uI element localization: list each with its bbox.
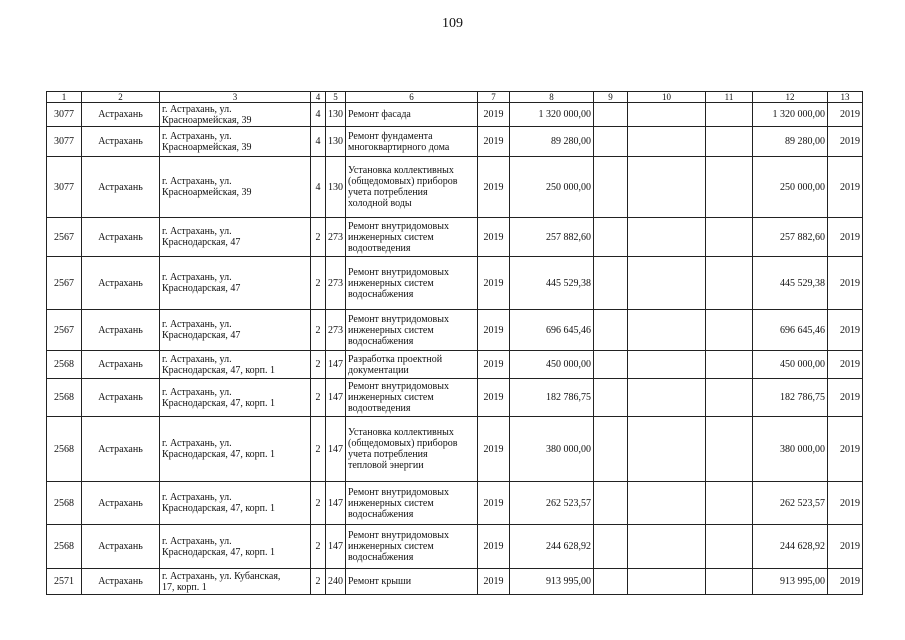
city-cell: Астрахань <box>82 351 160 379</box>
address-line: г. Астрахань, ул. <box>162 226 232 237</box>
work-type-line: учета потребления <box>348 187 428 198</box>
header-cell: 8 <box>510 92 594 103</box>
year-cell: 2019 <box>478 310 510 351</box>
work-type-line: Установка коллективных <box>348 427 454 438</box>
address-line: г. Астрахань, ул. <box>162 130 232 142</box>
col-9-cell <box>594 310 628 351</box>
total-cell: 250 000,00 <box>753 157 828 218</box>
sum-cell: 696 645,46 <box>510 310 594 351</box>
col-5-cell: 273 <box>326 257 346 310</box>
year-cell: 2019 <box>478 218 510 257</box>
object-id-cell: 3077 <box>47 127 82 157</box>
object-id-cell: 2568 <box>47 379 82 417</box>
col-10-cell <box>628 417 706 482</box>
header-cell: 4 <box>311 92 326 103</box>
work-type-line: холодной воды <box>348 198 412 209</box>
city-cell: Астрахань <box>82 482 160 525</box>
year-end-cell: 2019 <box>828 525 863 569</box>
total-cell: 262 523,57 <box>753 482 828 525</box>
total-cell: 380 000,00 <box>753 417 828 482</box>
object-id-cell: 2567 <box>47 257 82 310</box>
object-id-cell: 2568 <box>47 351 82 379</box>
year-cell: 2019 <box>478 482 510 525</box>
work-type-line: водоснабжения <box>348 335 414 347</box>
work-type-cell <box>346 482 478 525</box>
work-type-line: инженерных систем <box>348 497 434 509</box>
col-11-cell <box>706 569 753 595</box>
header-cell: 1 <box>47 92 82 103</box>
col-10-cell <box>628 103 706 127</box>
col-10-cell <box>628 157 706 218</box>
total-cell: 257 882,60 <box>753 218 828 257</box>
sum-cell: 262 523,57 <box>510 482 594 525</box>
col-5-cell: 130 <box>326 157 346 218</box>
work-type-line: инженерных систем <box>348 541 434 552</box>
address-line: Краснодарская, 47 <box>162 330 241 341</box>
col-5-cell: 147 <box>326 525 346 569</box>
table-row <box>47 379 863 417</box>
header-cell: 12 <box>753 92 828 103</box>
city-cell: Астрахань <box>82 103 160 127</box>
address-line: г. Астрахань, ул. <box>162 438 232 449</box>
address-line: Краснодарская, 47 <box>162 283 241 294</box>
work-type-line: инженерных систем <box>348 392 434 403</box>
address-cell <box>160 417 311 482</box>
col-9-cell <box>594 157 628 218</box>
year-cell: 2019 <box>478 525 510 569</box>
sum-cell: 1 320 000,00 <box>510 103 594 127</box>
work-type-line: Установка коллективных <box>348 165 454 176</box>
year-end-cell: 2019 <box>828 351 863 379</box>
table-row <box>47 525 863 569</box>
work-type-line: учета потребления <box>348 449 428 460</box>
object-id-cell: 2567 <box>47 310 82 351</box>
col-10-cell <box>628 218 706 257</box>
year-cell: 2019 <box>478 379 510 417</box>
city-cell: Астрахань <box>82 417 160 482</box>
table-row <box>47 103 863 127</box>
year-end-cell: 2019 <box>828 569 863 595</box>
address-line: Красноармейская, 39 <box>162 141 252 153</box>
col-9-cell <box>594 569 628 595</box>
sum-cell: 450 000,00 <box>510 351 594 379</box>
address-line: г. Астрахань, ул. <box>162 353 232 365</box>
col-5-cell: 130 <box>326 103 346 127</box>
address-line: г. Астрахань, ул. <box>162 386 232 398</box>
table-body <box>47 103 863 595</box>
col-9-cell <box>594 379 628 417</box>
address-line: Краснодарская, 47, корп. 1 <box>162 546 276 558</box>
work-type-line: Ремонт крыши <box>348 576 412 587</box>
city-cell: Астрахань <box>82 127 160 157</box>
work-type-line: Ремонт внутридомовых <box>348 266 450 278</box>
work-type-cell <box>346 417 478 482</box>
work-type-cell <box>346 157 478 218</box>
work-type-line: Ремонт фундамента <box>348 130 433 142</box>
header-cell: 13 <box>828 92 863 103</box>
table-row <box>47 218 863 257</box>
col-9-cell <box>594 417 628 482</box>
work-type-line: Разработка проектной <box>348 353 443 365</box>
col-5-cell: 273 <box>326 310 346 351</box>
sum-cell: 89 280,00 <box>510 127 594 157</box>
header-cell: 10 <box>628 92 706 103</box>
work-type-line: водоснабжения <box>348 288 414 300</box>
year-cell: 2019 <box>478 257 510 310</box>
col-11-cell <box>706 351 753 379</box>
col-9-cell <box>594 525 628 569</box>
city-cell: Астрахань <box>82 157 160 218</box>
work-type-line: водоснабжения <box>348 552 414 563</box>
work-type-line: (общедомовых) приборов <box>348 176 458 187</box>
col-10-cell <box>628 525 706 569</box>
work-type-line: Ремонт внутридомовых <box>348 381 450 392</box>
col-11-cell <box>706 257 753 310</box>
sum-cell: 913 995,00 <box>510 569 594 595</box>
address-line: 17, корп. 1 <box>162 581 207 593</box>
city-cell: Астрахань <box>82 310 160 351</box>
address-line: г. Астрахань, ул. <box>162 492 232 503</box>
col-4-cell: 2 <box>311 525 326 569</box>
address-cell <box>160 157 311 218</box>
work-type-cell <box>346 127 478 157</box>
address-line: г. Астрахань, ул. <box>162 103 232 115</box>
address-cell <box>160 103 311 127</box>
address-cell <box>160 482 311 525</box>
address-line: Краснодарская, 47, корп. 1 <box>162 449 276 460</box>
col-9-cell <box>594 351 628 379</box>
object-id-cell: 2568 <box>47 417 82 482</box>
col-11-cell <box>706 157 753 218</box>
repair-program-table <box>46 91 863 595</box>
total-cell: 1 320 000,00 <box>753 103 828 127</box>
header-cell: 11 <box>706 92 753 103</box>
header-cell: 5 <box>326 92 346 103</box>
address-cell <box>160 310 311 351</box>
object-id-cell: 2567 <box>47 218 82 257</box>
page-number: 109 <box>442 16 463 31</box>
city-cell: Астрахань <box>82 525 160 569</box>
address-line: Краснодарская, 47, корп. 1 <box>162 503 276 514</box>
col-10-cell <box>628 569 706 595</box>
header-cell: 9 <box>594 92 628 103</box>
work-type-cell <box>346 379 478 417</box>
col-4-cell: 4 <box>311 103 326 127</box>
col-9-cell <box>594 218 628 257</box>
table-row <box>47 569 863 595</box>
work-type-cell <box>346 310 478 351</box>
work-type-line: инженерных систем <box>348 231 434 243</box>
col-4-cell: 4 <box>311 157 326 218</box>
year-end-cell: 2019 <box>828 218 863 257</box>
address-line: Краснодарская, 47 <box>162 237 241 248</box>
work-type-line: инженерных систем <box>348 324 434 336</box>
year-end-cell: 2019 <box>828 157 863 218</box>
address-cell <box>160 525 311 569</box>
table-row <box>47 157 863 218</box>
col-4-cell: 2 <box>311 482 326 525</box>
table-row <box>47 257 863 310</box>
work-type-line: многоквартирного дома <box>348 141 450 153</box>
sum-cell: 244 628,92 <box>510 525 594 569</box>
table-row <box>47 127 863 157</box>
object-id-cell: 3077 <box>47 103 82 127</box>
col-5-cell: 130 <box>326 127 346 157</box>
work-type-line: Ремонт внутридомовых <box>348 313 450 325</box>
object-id-cell: 2568 <box>47 525 82 569</box>
work-type-cell <box>346 257 478 310</box>
col-4-cell: 2 <box>311 569 326 595</box>
year-cell: 2019 <box>478 417 510 482</box>
year-cell: 2019 <box>478 157 510 218</box>
work-type-cell <box>346 569 478 595</box>
address-line: г. Астрахань, ул. <box>162 319 232 330</box>
sum-cell: 182 786,75 <box>510 379 594 417</box>
header-cell: 3 <box>160 92 311 103</box>
col-5-cell: 147 <box>326 482 346 525</box>
col-11-cell <box>706 482 753 525</box>
col-10-cell <box>628 127 706 157</box>
col-10-cell <box>628 379 706 417</box>
city-cell: Астрахань <box>82 379 160 417</box>
col-11-cell <box>706 525 753 569</box>
year-cell: 2019 <box>478 127 510 157</box>
col-10-cell <box>628 351 706 379</box>
year-cell: 2019 <box>478 569 510 595</box>
year-end-cell: 2019 <box>828 379 863 417</box>
col-11-cell <box>706 417 753 482</box>
work-type-cell <box>346 525 478 569</box>
city-cell: Астрахань <box>82 218 160 257</box>
total-cell: 182 786,75 <box>753 379 828 417</box>
address-cell <box>160 351 311 379</box>
address-line: Красноармейская, 39 <box>162 187 252 198</box>
work-type-line: Ремонт внутридомовых <box>348 220 450 232</box>
col-9-cell <box>594 127 628 157</box>
col-4-cell: 2 <box>311 257 326 310</box>
year-end-cell: 2019 <box>828 103 863 127</box>
year-end-cell: 2019 <box>828 127 863 157</box>
col-10-cell <box>628 310 706 351</box>
year-cell: 2019 <box>478 351 510 379</box>
header-cell: 2 <box>82 92 160 103</box>
work-type-cell <box>346 103 478 127</box>
work-type-cell <box>346 351 478 379</box>
sum-cell: 380 000,00 <box>510 417 594 482</box>
col-5-cell: 147 <box>326 379 346 417</box>
year-cell: 2019 <box>478 103 510 127</box>
year-end-cell: 2019 <box>828 310 863 351</box>
table-row <box>47 482 863 525</box>
table-row <box>47 351 863 379</box>
address-cell <box>160 569 311 595</box>
work-type-cell <box>346 218 478 257</box>
work-type-line: водоотведения <box>348 242 411 254</box>
sum-cell: 445 529,38 <box>510 257 594 310</box>
address-line: г. Астрахань, ул. <box>162 176 232 187</box>
col-5-cell: 240 <box>326 569 346 595</box>
address-line: г. Астрахань, ул. <box>162 272 232 283</box>
work-type-line: документации <box>348 364 409 376</box>
work-type-line: Ремонт внутридомовых <box>348 486 450 498</box>
col-4-cell: 2 <box>311 310 326 351</box>
address-line: Краснодарская, 47, корп. 1 <box>162 364 276 376</box>
col-11-cell <box>706 103 753 127</box>
col-4-cell: 2 <box>311 218 326 257</box>
work-type-line: водоотведения <box>348 403 411 414</box>
col-4-cell: 2 <box>311 417 326 482</box>
address-line: г. Астрахань, ул. <box>162 535 232 547</box>
table-row <box>47 417 863 482</box>
col-4-cell: 4 <box>311 127 326 157</box>
col-9-cell <box>594 482 628 525</box>
col-11-cell <box>706 218 753 257</box>
total-cell: 913 995,00 <box>753 569 828 595</box>
col-5-cell: 147 <box>326 417 346 482</box>
year-end-cell: 2019 <box>828 482 863 525</box>
city-cell: Астрахань <box>82 569 160 595</box>
address-cell <box>160 127 311 157</box>
total-cell: 450 000,00 <box>753 351 828 379</box>
col-11-cell <box>706 127 753 157</box>
address-line: г. Астрахань, ул. Кубанская, <box>162 570 281 582</box>
city-cell: Астрахань <box>82 257 160 310</box>
header-cell: 7 <box>478 92 510 103</box>
work-type-line: водоснабжения <box>348 508 414 520</box>
total-cell: 244 628,92 <box>753 525 828 569</box>
col-10-cell <box>628 257 706 310</box>
total-cell: 696 645,46 <box>753 310 828 351</box>
col-9-cell <box>594 257 628 310</box>
header-cell: 6 <box>346 92 478 103</box>
col-11-cell <box>706 379 753 417</box>
object-id-cell: 3077 <box>47 157 82 218</box>
work-type-line: инженерных систем <box>348 277 434 289</box>
sum-cell: 257 882,60 <box>510 218 594 257</box>
col-10-cell <box>628 482 706 525</box>
address-cell <box>160 379 311 417</box>
sum-cell: 250 000,00 <box>510 157 594 218</box>
col-9-cell <box>594 103 628 127</box>
address-cell <box>160 257 311 310</box>
year-end-cell: 2019 <box>828 417 863 482</box>
address-line: Красноармейская, 39 <box>162 114 252 126</box>
address-cell <box>160 218 311 257</box>
address-line: Краснодарская, 47, корп. 1 <box>162 397 276 409</box>
total-cell: 89 280,00 <box>753 127 828 157</box>
header-row <box>47 92 863 103</box>
object-id-cell: 2571 <box>47 569 82 595</box>
col-4-cell: 2 <box>311 379 326 417</box>
table-row <box>47 310 863 351</box>
work-type-line: (общедомовых) приборов <box>348 438 458 449</box>
col-5-cell: 147 <box>326 351 346 379</box>
total-cell: 445 529,38 <box>753 257 828 310</box>
work-type-line: тепловой энергии <box>348 460 424 471</box>
col-11-cell <box>706 310 753 351</box>
work-type-line: Ремонт фасада <box>348 109 411 120</box>
object-id-cell: 2568 <box>47 482 82 525</box>
col-5-cell: 273 <box>326 218 346 257</box>
col-4-cell: 2 <box>311 351 326 379</box>
year-end-cell: 2019 <box>828 257 863 310</box>
work-type-line: Ремонт внутридомовых <box>348 530 450 541</box>
